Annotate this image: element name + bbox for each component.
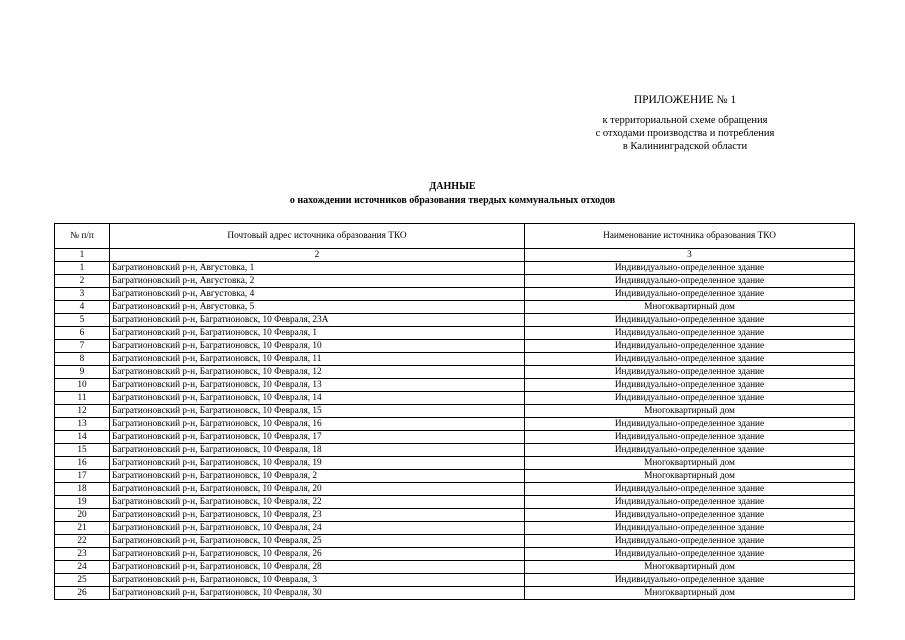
appendix-line-1: к территориальной схеме обращения — [602, 115, 768, 126]
address-cell: Багратионовский р-н, Багратионовск, 10 Февраля, 14 — [110, 392, 525, 405]
appendix-block — [560, 94, 810, 153]
address-cell: Багратионовский р-н, Багратионовск, 10 Февраля, 11 — [110, 353, 525, 366]
table-body — [55, 262, 855, 600]
table-row — [55, 431, 855, 444]
source-name-cell: Индивидуально-определенное здание — [525, 483, 855, 496]
row-number-cell: 14 — [55, 431, 110, 444]
appendix-title: ПРИЛОЖЕНИЕ № 1 — [633, 94, 737, 106]
source-name-cell: Индивидуально-определенное здание — [525, 431, 855, 444]
source-name-cell: Индивидуально-определенное здание — [525, 340, 855, 353]
source-name-cell: Индивидуально-определенное здание — [525, 262, 855, 275]
row-number-cell: 4 — [55, 301, 110, 314]
table-row — [55, 522, 855, 535]
address-cell: Багратионовский р-н, Багратионовск, 10 Февраля, 16 — [110, 418, 525, 431]
row-number-cell: 6 — [55, 327, 110, 340]
address-cell: Багратионовский р-н, Августовка, 2 — [110, 275, 525, 288]
table-row — [55, 327, 855, 340]
source-name-cell: Индивидуально-определенное здание — [525, 379, 855, 392]
source-name-cell: Индивидуально-определенное здание — [525, 574, 855, 587]
row-number-cell: 23 — [55, 548, 110, 561]
row-number-cell: 7 — [55, 340, 110, 353]
source-name-cell: Многоквартирный дом — [525, 301, 855, 314]
address-cell: Багратионовский р-н, Багратионовск, 10 Февраля, 15 — [110, 405, 525, 418]
address-cell: Багратионовский р-н, Багратионовск, 10 Февраля, 1 — [110, 327, 525, 340]
source-name-cell: Многоквартирный дом — [525, 561, 855, 574]
address-cell: Багратионовский р-н, Багратионовск, 10 Февраля, 10 — [110, 340, 525, 353]
source-name-cell: Индивидуально-определенное здание — [525, 444, 855, 457]
source-name-cell: Индивидуально-определенное здание — [525, 353, 855, 366]
table-row — [55, 496, 855, 509]
document-subtitle: о нахождении источников образования твердых коммунальных отходов — [289, 195, 616, 206]
address-cell: Багратионовский р-н, Багратионовск, 10 Февраля, 13 — [110, 379, 525, 392]
column-number-3: 3 — [525, 249, 855, 262]
row-number-cell: 10 — [55, 379, 110, 392]
address-cell: Багратионовский р-н, Багратионовск, 10 Февраля, 30 — [110, 587, 525, 600]
address-cell: Багратионовский р-н, Багратионовск, 10 Февраля, 23 — [110, 509, 525, 522]
table-header-row — [55, 224, 855, 249]
row-number-cell: 11 — [55, 392, 110, 405]
document-heading — [0, 180, 905, 208]
row-number-cell: 8 — [55, 353, 110, 366]
row-number-cell: 9 — [55, 366, 110, 379]
appendix-line-3: в Калининградской области — [622, 141, 748, 152]
source-name-cell: Индивидуально-определенное здание — [525, 522, 855, 535]
address-cell: Багратионовский р-н, Багратионовск, 10 Февраля, 22 — [110, 496, 525, 509]
source-name-cell: Индивидуально-определенное здание — [525, 288, 855, 301]
table-row — [55, 301, 855, 314]
address-cell: Багратионовский р-н, Багратионовск, 10 Февраля, 25 — [110, 535, 525, 548]
source-name-cell: Индивидуально-определенное здание — [525, 418, 855, 431]
row-number-cell: 1 — [55, 262, 110, 275]
table-row — [55, 470, 855, 483]
row-number-cell: 16 — [55, 457, 110, 470]
table-row — [55, 457, 855, 470]
address-cell: Багратионовский р-н, Багратионовск, 10 Февраля, 24 — [110, 522, 525, 535]
row-number-cell: 2 — [55, 275, 110, 288]
column-number-1: 1 — [55, 249, 110, 262]
table-row — [55, 340, 855, 353]
header-address: Почтовый адрес источника образования ТКО — [110, 224, 525, 249]
source-name-cell: Индивидуально-определенное здание — [525, 314, 855, 327]
table-row — [55, 392, 855, 405]
table-row — [55, 535, 855, 548]
header-number: № п/п — [55, 224, 110, 249]
header-source-name: Наименование источника образования ТКО — [525, 224, 855, 249]
row-number-cell: 12 — [55, 405, 110, 418]
address-cell: Багратионовский р-н, Багратионовск, 10 Февраля, 20 — [110, 483, 525, 496]
address-cell: Багратионовский р-н, Багратионовск, 10 Февраля, 28 — [110, 561, 525, 574]
table-row — [55, 418, 855, 431]
source-name-cell: Индивидуально-определенное здание — [525, 535, 855, 548]
table-row — [55, 275, 855, 288]
row-number-cell: 5 — [55, 314, 110, 327]
row-number-cell: 19 — [55, 496, 110, 509]
row-number-cell: 22 — [55, 535, 110, 548]
row-number-cell: 13 — [55, 418, 110, 431]
table-column-numbers-row — [55, 249, 855, 262]
table-row — [55, 548, 855, 561]
table-row — [55, 509, 855, 522]
address-cell: Багратионовский р-н, Августовка, 1 — [110, 262, 525, 275]
address-cell: Багратионовский р-н, Багратионовск, 10 Февраля, 18 — [110, 444, 525, 457]
row-number-cell: 17 — [55, 470, 110, 483]
appendix-line-2: с отходами производства и потребления — [595, 128, 775, 139]
table-row — [55, 587, 855, 600]
table-row — [55, 561, 855, 574]
address-cell: Багратионовский р-н, Августовка, 5 — [110, 301, 525, 314]
address-cell: Багратионовский р-н, Августовка, 4 — [110, 288, 525, 301]
row-number-cell: 25 — [55, 574, 110, 587]
row-number-cell: 15 — [55, 444, 110, 457]
address-cell: Багратионовский р-н, Багратионовск, 10 Февраля, 12 — [110, 366, 525, 379]
source-name-cell: Индивидуально-определенное здание — [525, 327, 855, 340]
address-cell: Багратионовский р-н, Багратионовск, 10 Февраля, 26 — [110, 548, 525, 561]
table-row — [55, 405, 855, 418]
source-name-cell: Индивидуально-определенное здание — [525, 366, 855, 379]
address-cell: Багратионовский р-н, Багратионовск, 10 Февраля, 23А — [110, 314, 525, 327]
table-row — [55, 366, 855, 379]
row-number-cell: 26 — [55, 587, 110, 600]
table-row — [55, 379, 855, 392]
table-row — [55, 444, 855, 457]
table-row — [55, 353, 855, 366]
table-row — [55, 574, 855, 587]
source-name-cell: Индивидуально-определенное здание — [525, 275, 855, 288]
source-name-cell: Многоквартирный дом — [525, 457, 855, 470]
sources-table — [54, 223, 855, 600]
table-row — [55, 288, 855, 301]
address-cell: Багратионовский р-н, Багратионовск, 10 Февраля, 17 — [110, 431, 525, 444]
table-row — [55, 483, 855, 496]
source-name-cell: Многоквартирный дом — [525, 587, 855, 600]
source-name-cell: Многоквартирный дом — [525, 470, 855, 483]
row-number-cell: 24 — [55, 561, 110, 574]
source-name-cell: Индивидуально-определенное здание — [525, 548, 855, 561]
table-row — [55, 314, 855, 327]
source-name-cell: Многоквартирный дом — [525, 405, 855, 418]
address-cell: Багратионовский р-н, Багратионовск, 10 Февраля, 2 — [110, 470, 525, 483]
source-name-cell: Индивидуально-определенное здание — [525, 392, 855, 405]
address-cell: Багратионовский р-н, Багратионовск, 10 Февраля, 3 — [110, 574, 525, 587]
address-cell: Багратионовский р-н, Багратионовск, 10 Февраля, 19 — [110, 457, 525, 470]
row-number-cell: 18 — [55, 483, 110, 496]
row-number-cell: 20 — [55, 509, 110, 522]
row-number-cell: 21 — [55, 522, 110, 535]
column-number-2: 2 — [110, 249, 525, 262]
row-number-cell: 3 — [55, 288, 110, 301]
table-row — [55, 262, 855, 275]
source-name-cell: Индивидуально-определенное здание — [525, 509, 855, 522]
source-name-cell: Индивидуально-определенное здание — [525, 496, 855, 509]
document-title: ДАННЫЕ — [429, 181, 476, 192]
